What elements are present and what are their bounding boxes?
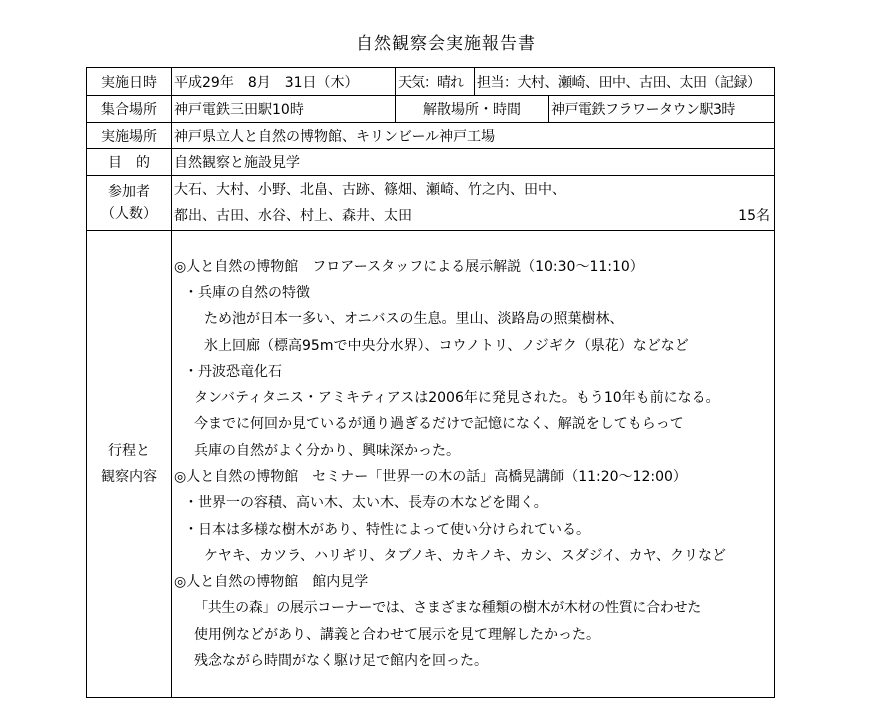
- schedule-text: 使用例などがあり、講義と合わせて展示を見て理解したかった。: [194, 626, 600, 643]
- schedule-label-line1: 行程と: [108, 443, 150, 459]
- schedule-heading: ◎人と自然の博物館 フロアースタッフによる展示解説（10:30～11:10）: [174, 258, 644, 275]
- row-purpose: [87, 149, 775, 176]
- row-participants: [87, 176, 775, 231]
- meet-value: 神戸電鉄三田駅10時: [172, 96, 396, 123]
- participants-count: 15名: [738, 208, 770, 224]
- schedule-text: 残念ながら時間がなく駆け足で館内を回った。: [194, 653, 488, 670]
- schedule-text: 今までに何回か見ているが通り過ぎるだけで記憶になく、解説をしてもらって: [194, 416, 684, 433]
- dismiss-label: 解散場所・時間: [396, 96, 549, 123]
- schedule-content: [172, 231, 775, 698]
- staff-cell: 担当：大村、瀬崎、田中、古田、太田（記録）: [475, 68, 775, 96]
- report-table: [86, 67, 775, 698]
- schedule-label-line2: 観察内容: [101, 469, 157, 485]
- schedule-heading: ◎人と自然の博物館 セミナー「世界一の木の話」高橋晃講師（11:20～12:00）: [174, 469, 687, 485]
- participants-label-line1: 参加者: [108, 184, 150, 200]
- schedule-bullet: ・丹波恐竜化石: [184, 363, 282, 380]
- row-meeting: [87, 96, 775, 123]
- venue-label: 実施場所: [87, 123, 172, 149]
- schedule-text: タンバティタニス・アミキティアスは2006年に発見された。もう10年も前になる。: [194, 390, 720, 407]
- schedule-text: 「共生の森」の展示コーナーでは、さまざまな種類の樹木が木材の性質に合わせた: [194, 600, 701, 617]
- participants-value: [172, 176, 775, 231]
- participants-label: [87, 176, 172, 231]
- participants-line-2: 都出、古田、水谷、村上、森井、太田: [174, 208, 412, 224]
- row-schedule: [87, 231, 775, 698]
- schedule-text: 氷上回廊（標高95mで中央分水界）、コウノトリ、ノジギク（県花）などなど: [204, 337, 689, 354]
- participants-line-2-wrap: [174, 203, 772, 229]
- report-title: 自然観察会実施報告書: [356, 34, 536, 54]
- schedule-heading: ◎人と自然の博物館 館内見学: [174, 574, 369, 591]
- schedule-bullet: ・世界一の容積、高い木、太い木、長寿の木などを聞く。: [184, 495, 548, 512]
- weather-cell: 天気：晴れ: [396, 68, 475, 96]
- purpose-label: 目 的: [87, 149, 172, 176]
- meet-label: 集合場所: [87, 96, 172, 123]
- venue-value: 神戸県立人と自然の博物館、キリンビール神戸工場: [172, 123, 775, 149]
- participants-line-1: 大石、大村、小野、北畠、古跡、篠畑、瀬崎、竹之内、田中、: [174, 182, 566, 198]
- schedule-label: [87, 231, 172, 698]
- schedule-bullet: ・日本は多様な樹木があり、特性によって使い分けられている。: [184, 521, 590, 538]
- schedule-text: ため池が日本一多い、オニバスの生息。里山、淡路島の照葉樹林、: [204, 311, 624, 328]
- schedule-text: ケヤキ、カツラ、ハリギリ、タブノキ、カキノキ、カシ、スダジイ、カヤ、クリなど: [204, 547, 727, 564]
- purpose-value: 自然観察と施設見学: [172, 149, 775, 176]
- date-value: 平成29年 8月 31日（木）: [172, 68, 396, 96]
- dismiss-value: 神戸電鉄フラワータウン駅3時: [549, 96, 775, 123]
- row-date: [87, 68, 775, 96]
- schedule-text: 兵庫の自然がよく分かり、興味深かった。: [194, 442, 460, 459]
- row-venue: [87, 123, 775, 149]
- schedule-bullet: ・兵庫の自然の特徴: [184, 284, 310, 301]
- participants-label-line2: （人数）: [101, 206, 157, 222]
- date-label: 実施日時: [87, 68, 172, 96]
